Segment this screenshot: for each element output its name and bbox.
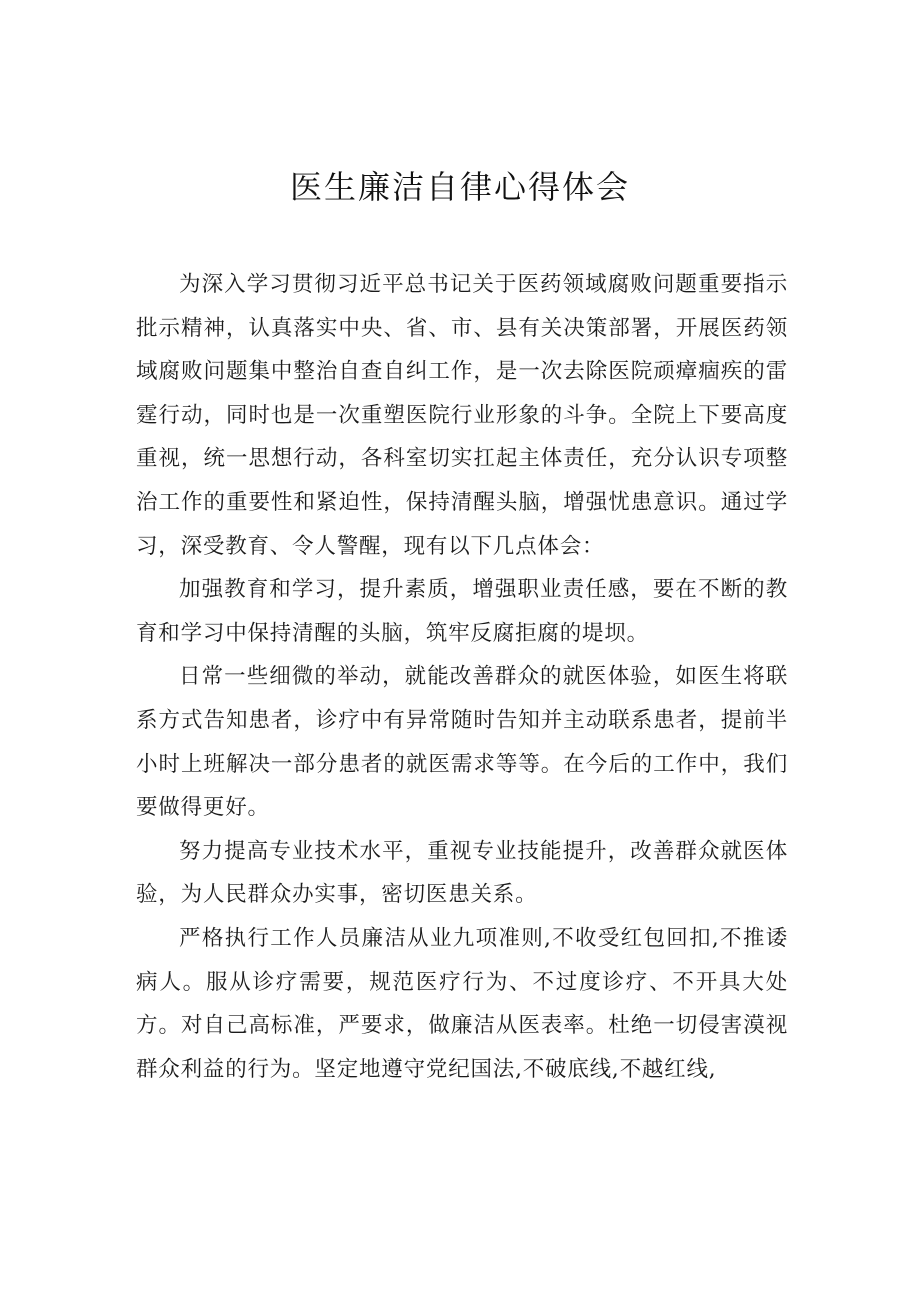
paragraph-education: 加强教育和学习，提升素质，增强职业责任感，要在不断的教育和学习中保持清醒的头脑，筑牢反腐拒腐的堤坝。	[136, 577, 788, 646]
document-title: 医生廉洁自律心得体会	[289, 168, 630, 206]
paragraph-integrity-rules: 严格执行工作人员廉洁从业九项准则,不收受红包回扣,不推诿病人。服从诊疗需要，规范医疗行为、不过度诊疗、不开具大处方。对自己高标准，严要求，做廉洁从医表率。杜绝一切侵害漠视群众利益的行为。坚定地遵守党纪国法,不破底线,不越红线,	[136, 925, 788, 1082]
paragraph-intro: 为深入学习贯彻习近平总书记关于医药领域腐败问题重要指示批示精神，认真落实中央、省、市、县有关决策部署，开展医药领域腐败问题集中整治自查自纠工作，是一次去除医院顽瘴痼疾的雷霆行动，同时也是一次重塑医院行业形象的斗争。全院上下要高度重视，统一思想行动，各科室切实扛起主体责任，充分认识专项整治工作的重要性和紧迫性，保持清醒头脑，增强忧患意识。通过学习，深受教育、令人警醒，现有以下几点体会：	[136, 272, 788, 559]
document-body	[136, 263, 788, 1091]
paragraph-daily-actions: 日常一些细微的举动，就能改善群众的就医体验，如医生将联系方式告知患者，诊疗中有异常随时告知并主动联系患者，提前半小时上班解决一部分患者的就医需求等等。在今后的工作中，我们要做得更好。	[136, 664, 788, 821]
paragraph-professional-skills: 努力提高专业技术水平，重视专业技能提升，改善群众就医体验，为人民群众办实事，密切医患关系。	[136, 838, 788, 908]
